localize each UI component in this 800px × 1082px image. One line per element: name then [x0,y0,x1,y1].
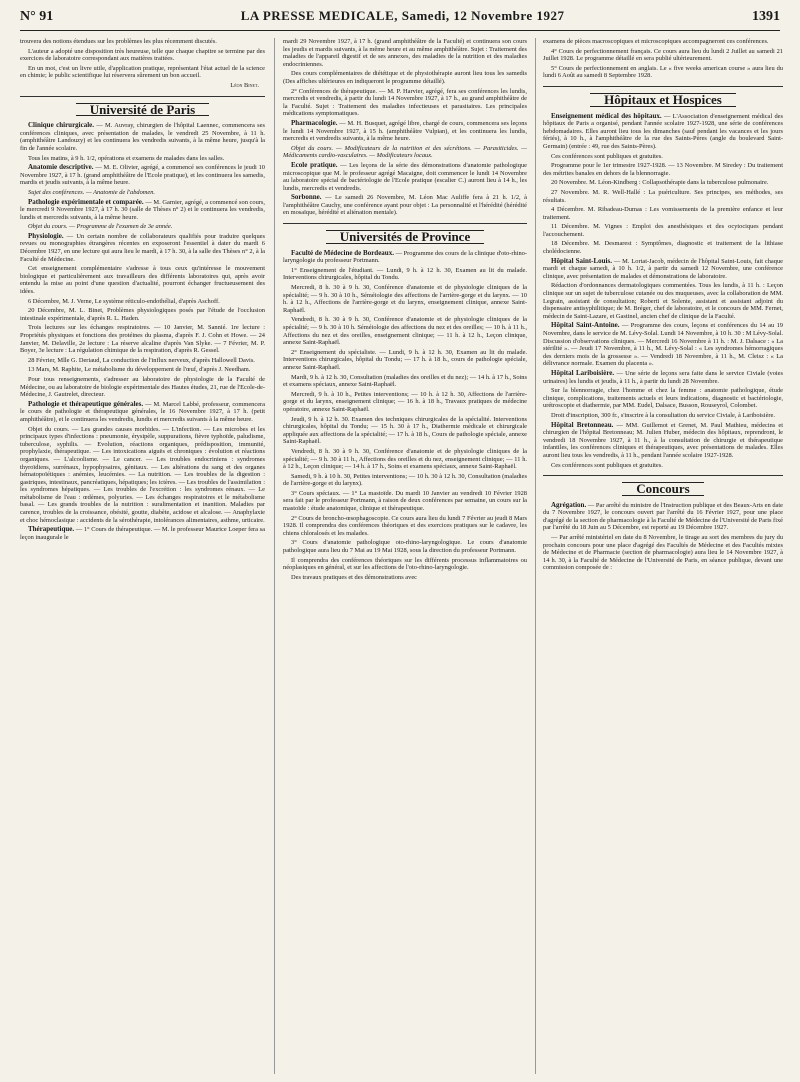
paragraph: 5° Cours de perfectionnement en anglais. Le « five weeks american course » aura lieu du lundi 6 Août au samedi 8 Septembre 1928. [543,64,783,80]
paragraph: — Une série de leçons sera faite dans le service Civiale (voies urinaires) les lundis et jeudis, à 11 h., à partir du lundi 28 Novembre. [543,369,783,385]
paragraph: Des travaux pratiques et des démonstrations avec [291,573,417,581]
masthead-title: LA PRESSE MEDICALE, Samedi, 12 Novembre 1927 [240,8,565,23]
paragraph: — Programme des cours de la clinique d'oto-rhino-laryngologie du professeur Portmann. [283,249,527,265]
paragraph: Objet du cours. — Programme de l'examen de 3e année. [28,223,173,231]
paragraph: — M. H. Busquet, agrégé libre, chargé de cours, commencera ses leçons le lundi 14 Novembre 1927, à 15 h. (amphithéâtre Vulpian), et les continuera les lundis, mercredis et vendredis suivants, à la même heure. [283,119,527,143]
item-title: Clinique chirurgicale. [28,121,95,130]
paragraph: Vendredi, 8 h. 30 à 9 h. 30, Conférence d'anatomie et de physiologie cliniques de la spécialité; — 9 h. 30 à 10 h. Séméiologie des affections du nez et des oreilles; — 10 h. à 11 h., Affections du nez et des oreilles, enseignement clinique; — 11 h. à 12 h., Leçon clinique, annexe Saint-Raphaël. [283,316,527,347]
paragraph: — M. Marcel Labbé, professeur, commencera le cours de pathologie et thérapeutique générales, le 16 Novembre 1927, à 17 h. (petit amphithéâtre), et le continuera les vendredis, lundis et mercredis suivants à la même heure. [20,400,265,423]
paragraph: 4° Cours de perfectionnement français. Ce cours aura lieu du lundi 2 Juillet au samedi 21 Juillet 1928. Le programme détaillé en sera publié ultérieurement. [543,47,783,63]
paragraph: Vendredi, 8 h. 30 à 9 h. 30, Conférence d'anatomie et de physiologie cliniques de la spécialité; — 9 h. 30 à 11 h., Affections des oreilles et du nez, enseignement clinique; — 11 h. à 12 h., Leçon clinique; — 14 h. à 17 h., Soins et examens spéciaux, annexe Saint-Raphaël. [283,447,527,471]
paragraph: Des cours complémentaires de diététique et de physiothérapie auront lieu tous les samedis (Des affiches ultérieures en indiqueront le programme détaillé). [283,70,527,85]
paragraph: — 1° Cours de thérapeutique. — M. le professeur Maurice Loeper fera sa leçon inaugurale le [20,526,265,541]
paragraph: — Par arrêté du ministre de l'Instruction publique et des Beaux-Arts en date du 7 Novembre 1927, le concours ouvert par l'arrêté du 16 Février 1927, pour une place d'agrégé de la section de pharmacologie à la Faculté de Médecine de l'Université de Paris fixé par l'arrêté du 18 Juin au 5 Décembre, est reporté au 19 Décembre 1927. [543,501,783,532]
page-number-right: 1391 [752,9,780,24]
column-2 [283,38,527,1074]
item-title: Hôpital Lariboisière. [551,368,615,377]
item-title: Pharmacologie. [291,118,338,127]
section-heading: Université de Paris [20,103,265,117]
paragraph: 2° Cours de broncho-œsophagoscopie. Ce cours aura lieu du lundi 7 Février au jeudi 8 Mars 1928. Il comprendra des conférences théoriques et des exercices pratiques sur le cadavre, les chiens chloralosés et les malades. [283,514,527,537]
item-title: Thérapeutique. [28,525,75,534]
paragraph: Mardi, 9 h. à 12 h. 30, Consultation (maladies des oreilles et du nez); — 14 h. à 17 h., Soins et examens spéciaux, annexe Saint-Raphaël. [283,373,527,389]
paragraph: — Programme des cours, leçons et conférences du 14 au 19 Novembre, dans le service de M. Lévy-Solal. Lundi 14 Novembre, à 10 h. 30 : M Lévy-Solal. Discussion d'observations cliniques. — Mercredi 16 Novembre à 11 h. : M. J. Dalsace : « La stérilité ». — Jeudi 17 Novembre, à 11 h., M. Lévy-Solal : « Les syndromes hémorragiques des derniers mois de la grossesse ». — Vendredi 18 Novembre, à 11 h., M. Cleisz : « La délivrance normale. Examen du placenta ». [543,322,783,368]
divider [283,223,527,224]
paragraph: Programme pour le 1er trimestre 1927-1928. — 13 Novembre. M Siredey : Du traitement des métrites banales en dehors de la blennorragie. [543,162,783,177]
divider [543,475,783,476]
paragraph: Objet du cours. — Modificateurs de la nutrition et des sécrétions. — Parasiticides. — Médicaments cardio-vasculaires. — Modificateurs locaux. [283,144,527,160]
column-divider [274,38,275,1074]
item-title: Enseignement médical des hôpitaux. [551,111,662,120]
item-title: Physiologie. [28,231,64,240]
divider [543,86,783,87]
paragraph: 4 Décembre. M. Ribadeau-Dumas : Les vomissements de la première enfance et leur traitement. [543,206,783,221]
paragraph: — M. Auvray, chirurgien de l'hôpital Laennec, commencera ses conférences cliniques, avec présentation de malades, le vendredi 25 Novembre, à 11 h. (amphithéâtre Landouzy) et les continuera les vendredis suivants, à la même heure, jusqu'à la fin de l'année scolaire. [20,122,265,152]
paragraph: — Un certain nombre de collaborateurs qualifiés pour traduire quelques revues ou monographies étrangères récentes en exposeront l'essentiel à dater du mardi 6 Décembre 1927, en une lecture qui aura lieu le mardi, à 17 h. 30, à la salle des Thèses n° 2, à la Faculté de Médecine. [20,232,265,263]
paragraph: examens de pièces macroscopiques et microscopiques accompagneront ces conférences. [543,38,769,45]
item-title: Anatomie descriptive. [28,163,94,172]
paragraph: 6 Décembre, M. J. Verne, Le système réticulo-endothélial, d'après Aschoff. [28,297,220,305]
item-title: Pathologie et thérapeutique générales. [28,399,144,408]
paragraph: 18 Décembre. M. Desmarest : Symptômes, diagnostic et traitement de la lithiase cholédocienne. [543,240,783,256]
divider [20,96,265,97]
column-divider [535,38,536,1074]
paragraph: Pour tous renseignements, s'adresser au laboratoire de physiologie de la Faculté de Médecine, ou au laboratoire de biologie expérimentale des Hautes études, 21, rue de l'Ecole-de-Médecine, J. Gautrelet, directeur. [20,375,265,399]
paragraph: mardi 29 Novembre 1927, à 17 h. (grand amphithéâtre de la Faculté) et continuera son cours les jeudis et mardis suivants, à la même heure et au même amphithéâtre. Sujet : Traitement des maladies de l'appareil digestif et de ses annexes, des maladies de la nutrition et des maladies endocriniennes. [283,38,527,68]
paragraph: Mercredi, 8 h. 30 à 9 h. 30, Conférence d'anatomie et de physiologie cliniques de la spécialité; — 9 h. 30 à 10 h., Séméiologie des affections de l'arrière-gorge et du larynx. — 10 h. à 12 h., Affections de l'arrière-gorge et du larynx, enseignement clinique, annexe Saint-Raphaël. [283,284,527,314]
paragraph: 13 Mars, M. Raphite, Le métabolisme du développement de l'œuf, d'après J. Needham. [28,366,251,374]
signature: Léon Binet. [230,81,259,89]
section-heading: Universités de Province [283,230,527,244]
paragraph: 3° Cours spéciaux. — 1° La mastoïde. Du mardi 10 Janvier au vendredi 10 Février 1928 sera fait par le professeur Portmann, à raison de deux conférences par semaine, un cours sur la mastoïde : étude anatomique, clinique et thérapeutique. [283,489,527,513]
paragraph: 20 Novembre. M. Léon-Kindberg : Collapsothérapie dans la tuberculose pulmonaire. [551,179,769,187]
paragraph: L'auteur a adopté une disposition très heureuse, telle que chaque chapitre se termine par des exercices de laboratoire correspondant aux matières traitées. [20,47,265,63]
item-title: Hôpital Saint-Antoine. [551,321,620,330]
paragraph: trouvera des notions étendues sur les problèmes les plus récemment discutés. [20,38,217,45]
paragraph: — M. E. Olivier, agrégé, a commencé ses conférences le jeudi 10 Novembre 1927, à 17 h. (grand amphithéâtre de l'Ecole pratique), et les continuera les samedis, mardis et jeudis suivants, à la même heure. [20,164,265,187]
paragraph: Cet enseignement complémentaire s'adresse à tous ceux qu'intéresse le mouvement biologique et particulièrement aux travailleurs des différents laboratoires qui, après avoir entendu la mise au point d'une question d'actualité, pourront échanger fructueusement des idées. [20,265,265,296]
paragraph: Jeudi, 9 h. à 12 h. 30. Examen des techniques chirurgicales de la spécialité. Interventions chirurgicales, hôpital du Tondu; — 15 h. 30 à 17 h., Diathermie médicale et chirurgicale appliquée aux affections de la spécialité; — 17 h. à 18 h., Cours de pathologie spéciale, annexe Saint-Raphaël. [283,415,527,446]
section-heading: Concours [543,482,783,496]
item-title: Pathologie expérimentale et comparée. [28,197,144,206]
paragraph: Droit d'inscription, 300 fr., s'inscrire à la consultation du service Civiale, à Lariboisière. [551,411,775,419]
paragraph: 20 Décembre, M. L. Binet, Problèmes physiologiques posés par l'étude de l'occlusion intestinale expérimentale, d'après R. L. Haden. [20,307,265,322]
paragraph: Il comprendra des conférences théoriques sur les différents processus inflammatoires ou néoplasiques en général, et sur les affections de l'oto-rhino-laryngologie. [283,556,527,572]
paragraph: Trois lectures sur les échanges respiratoires. — 10 Janvier, M. Sannié. 1re lecture : Propriétés physiques et fonctions des protéines du plasma, d'après F. J. Cohn et Howe. — 24 Janvier, M. Delaville, 2e lecture : La réserve alcaline d'après Van Slyke. — 7 Février, M. P. Boyer, 3e lecture : La régulation chimique de la respiration, d'après R. Gessel. [20,324,265,355]
item-title: Hôpital Saint-Louis. [551,256,612,265]
item-title: Agrégation. [551,500,587,509]
paragraph: 11 Décembre. M. Vignes : Emploi des anesthésiques et des ocytociques pendant l'accouchement. [543,223,783,238]
paragraph: Objet du cours. — Les grandes causes morbides. — L'infection. — Les microbes et les principaux types d'infections : pneumonie, érysipèle, suppurations, fièvre typhoïde, paludisme, tuberculose, syphilis. — Evolution, réactions organiques, prédisposition, immunité, prophylaxie, thérapeutique. — Les intoxications aiguës et chroniques : évolution et réactions organiques. — L'alcoolisme. — Le cancer. — Les troubles endocriniens : syndromes thyroïdiens, surrénaux, hypophysaires, génitaux. — Les altérations du sang et des organes hématopoïétiques : anémies, leucémies. — La nutrition. — Les troubles de la digestion : gastriques, intestinaux, pancréatiques, hépatiques; les ictères. — Les troubles de l'assimilation : les syndromes hépatiques. — Les troubles de l'excrétion : les syndromes rénaux. — Le métabolisme de l'eau : œdèmes, polyuries. — Les échanges respiratoires et le métabolisme basal. — Les grands troubles de la nutrition : suralimentation et inanition. Maladies par carence, troubles de la croissance, obésité, goutte, diabète, acidose et alcalose. — Anaphylaxie et choc hémoclasique : accidents de la sérothérapie, intolérances alimentaires, asthme, urticaire. [20,425,265,524]
paragraph: — MM. Guillemot et Grenet, M. Paul Mathieu, médecins et chirurgien de l'hôpital Bretonneau; M. Julien Huber, médecin des hôpitaux, reprendront, le vendredi 18 Novembre 1927, à 11 h., à la consultation de chirurgie et thérapeutique infantiles, les conférences cliniques et thérapeutiques, avec présentations de malades. Elles auront lieu tous les vendredis, à 11 h., pendant l'année scolaire 1927-1928. [543,421,783,459]
paragraph: Sujet des conférences. — Anatomie de l'abdomen. [28,188,156,196]
paragraph: Rédaction d'ordonnances dermatologiques commentées. Tous les lundis, à 11 h. : Leçon clinique sur un sujet de tuberculose cutanée ou des muqueuses, avec la collaboration de MM. Legrain, assistant de consultation; Roberti et Solente, assistant et assistant adjoint du dispensaire antisyphilitique; de M. Bréger, chef de laboratoire, et le concours de MM. Fernet, médecin de Saint-Lazare, et Gastinel, ancien chef de clinique de la Faculté. [543,282,783,320]
item-title: Ecole pratique. [291,160,338,169]
paragraph: Samedi, 9 h. à 10 h. 30, Petites interventions; — 10 h. 30 à 12 h. 30, Consultation (maladies de l'arrière-gorge et du larynx). [283,472,527,488]
paragraph: 27 Novembre. M. R. Well-Hallé : La puériculture. Ses principes, ses méthodes, ses résultats. [543,188,783,204]
paragraph: — Les leçons de la série des démonstrations d'anatomie pathologique microscopique que M. le professeur agrégé Macaigne, doit commencer le lundi 14 Novembre au laboratoire spécial de bactériologie de l'Ecole pratique (escalier C.) auront lieu à 14 h., les lundis, mercredis et vendredis. [283,161,527,192]
section-heading: Hôpitaux et Hospices [543,93,783,107]
paragraph: Sur la blennorragie, chez l'homme et chez la femme : anatomie pathologique, étude clinique, complications, traitements actuels et leurs indications, diagnostic et bactériologie, urétroscopie et diathermie, par MM. Eudel, Dalsace, Busson, Rouseyrol, Colombet. [543,387,783,410]
paragraph: — M. Lortat-Jacob, médecin de l'hôpital Saint-Louis, fait chaque mardi et chaque samedi, à 10 h. 1/2, à partir du samedi 12 Novembre, une conférence clinique, avec présentation de malades et démonstrations de laboratoire. [543,257,783,280]
item-title: Hôpital Bretonneau. [551,420,614,429]
paragraph: En un mot, c'est un livre utile, d'application pratique, représentant l'état actuel de la science en chimie; le public scientifique lui réservera sûrement un bon accueil. [20,64,265,80]
paragraph: Mercredi, 9 h. à 10 h., Petites interventions; — 10 h. à 12 h. 30, Affections de l'arrière-gorge et du larynx, enseignement clinique; — 16 h. à 18 h., Travaux pratiques de médecine opératoire, annexe Saint-Raphaël. [283,390,527,413]
paragraph: 2° Conférences de thérapeutique. — M. P. Harvier, agrégé, fera ses conférences les lundis, mercredis et vendredis, à partir du lundi 14 Novembre 1927, à 17 h., au grand amphithéâtre de la Faculté. Sujet : Traitement des maladies infectieuses et parasitaires. Les principales médications symptomatiques. [283,87,527,118]
paragraph: — Par arrêté ministériel en date du 8 Novembre, le tirage au sort des membres du jury du prochain concours pour une place d'agrégé des Facultés de Médecine et des Facultés mixtes de Médecine et de Pharmacie (section de pharmacologie) aura lieu le 14 Novembre 1927, à 14 h. 30, à la Faculté de Médecine de l'Université de Paris, en séance publique, devant une commission composée de : [543,534,783,572]
column-1 [20,38,265,1074]
paragraph: 2° Enseignement du spécialiste. — Lundi, 9 h. à 12 h. 30, Examen au lit du malade. Interventions chirurgicales, hôpital du Tondu; — 17 h. à 18 h., cours de pathologie spéciale, annexe Saint-Raphaël. [283,348,527,371]
paragraph: Tous les matins, à 9 h. 1/2, opérations et examens de malades dans les salles. [28,154,225,162]
page-header [20,8,780,31]
paragraph: Ces conférences sont publiques et gratuites. [551,152,663,160]
paragraph: Ces conférences sont publiques et gratuites. [551,461,663,469]
paragraph: — L'Association d'enseignement médical des hôpitaux de Paris a organisé, pendant l'année scolaire 1927-1928, une série de conférences hebdomadaires. Elles auront lieu tous les dimanches (sauf pendant les vacances et les jours fériés), à 10 h., à l'amphithéâtre de la rue des Saints-Pères (angle du boulevard Saint-Germain) (entrée : 49, rue des Saints-Pères). [543,112,783,150]
paragraph: 28 Février, Mlle G. Deriaud, La conduction de l'influx nerveux, d'après Hallowell Davis. [28,356,255,364]
column-3 [543,38,783,1074]
paragraph: — Le samedi 26 Novembre, M. Léon Mac Auliffe fera à 21 h. 1/2, à l'amphithéâtre Cauchy, une conférence ayant pour objet : La personnalité et l'hérédité (hérédité en mosaïque, hérédité et aliénation mentale). [283,194,527,217]
paragraph: 1° Enseignement de l'étudiant. — Lundi, 9 h. à 12 h. 30, Examen au lit du malade. Interventions chirurgicales, hôpital du Tondu. [283,266,527,282]
page-number-left: N° 91 [20,9,54,24]
paragraph: 3° Cours d'anatomie pathologique oto-rhino-laryngologique. Le cours d'anatomie pathologique aura lieu du 7 Mai au 19 Mai 1928, sous la direction du professeur Portmann. [283,539,527,555]
item-title: Sorbonne. [291,193,322,202]
item-title: Faculté de Médecine de Bordeaux. [291,248,394,257]
paragraph: — M. Garnier, agrégé, a commencé son cours, le mercredi 9 Novembre 1927, à 17 h. 30 (salle de Thèses n° 2) et le continuera les vendredis, lundis et mercredis suivants, à la même heure. [20,198,265,221]
